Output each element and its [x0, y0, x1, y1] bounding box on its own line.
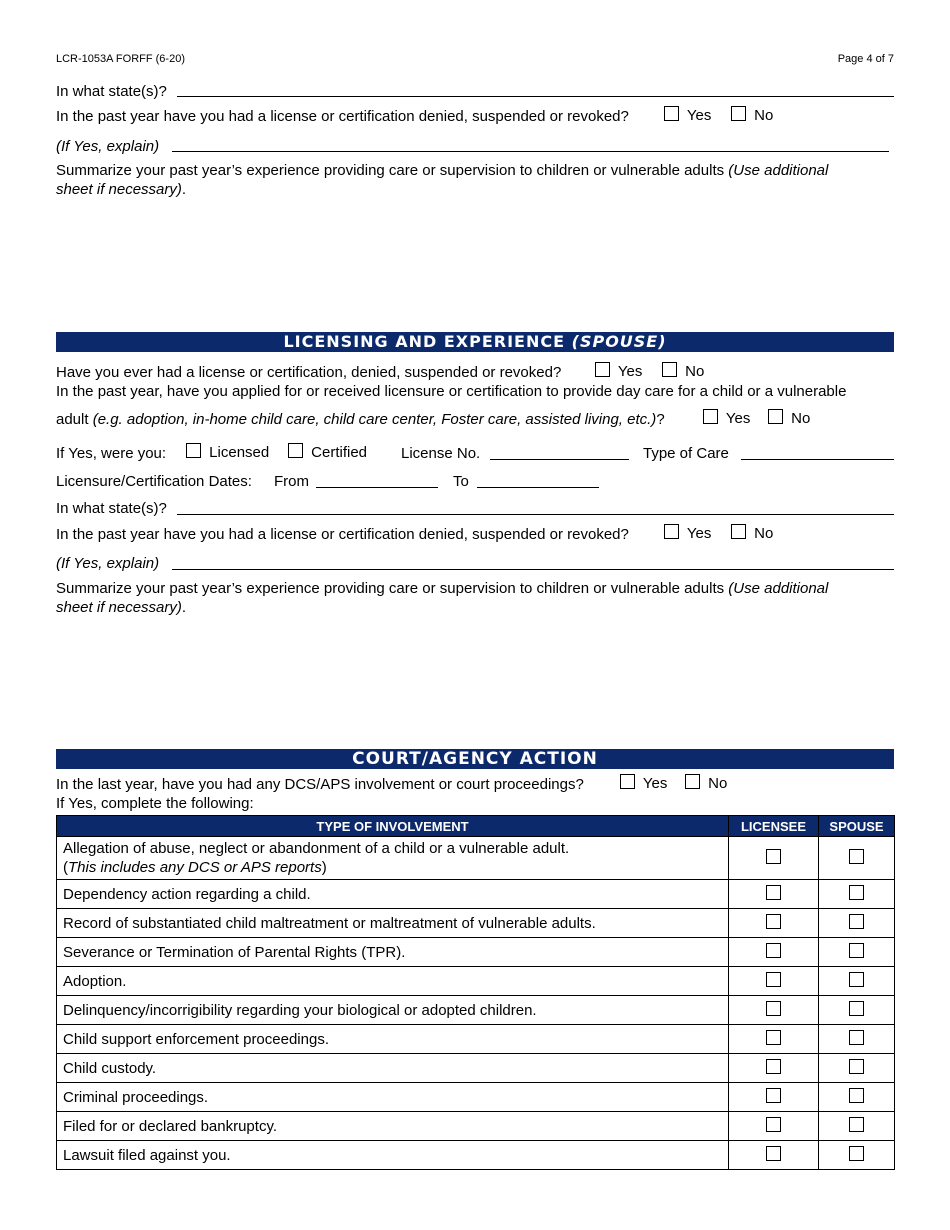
- table-header-row: [57, 816, 895, 837]
- licensee-cell: [729, 938, 819, 967]
- yes-label: Yes: [686, 107, 712, 124]
- yes-label: Yes: [725, 410, 751, 427]
- spouse-cell: [819, 1112, 895, 1141]
- no-label: No: [754, 107, 774, 124]
- spouse-cell: [819, 880, 895, 909]
- checkbox[interactable]: [703, 409, 718, 424]
- table-row: [57, 837, 895, 880]
- spouse-states-field[interactable]: [177, 514, 894, 515]
- licensee-checkbox[interactable]: [766, 885, 781, 900]
- involvement-type: Child support enforcement proceedings.: [57, 1025, 729, 1054]
- table-row: [57, 880, 895, 909]
- spouse-cell: [819, 996, 895, 1025]
- denied-yes-option[interactable]: [664, 106, 711, 124]
- spouse-banner: LICENSING AND EXPERIENCE (SPOUSE): [56, 332, 894, 352]
- spouse-checkbox[interactable]: [849, 1001, 864, 1016]
- table-row: [57, 996, 895, 1025]
- licensed-option[interactable]: [186, 443, 269, 461]
- checkbox[interactable]: [186, 443, 201, 458]
- licensee-cell: [729, 1054, 819, 1083]
- form-id: LCR-1053A FORFF (6-20): [56, 53, 185, 65]
- states-label: In what state(s)?: [56, 83, 167, 100]
- court-banner: COURT/AGENCY ACTION: [56, 749, 894, 769]
- licensee-cell: [729, 996, 819, 1025]
- type-of-care-field[interactable]: [741, 459, 894, 460]
- licensed-label: Licensed: [209, 444, 270, 461]
- licensee-cell: [729, 1112, 819, 1141]
- spouse-cell: [819, 1141, 895, 1170]
- license-no-field[interactable]: [490, 459, 629, 460]
- licensee-header: LICENSEE: [729, 816, 819, 837]
- spouse-checkbox[interactable]: [849, 943, 864, 958]
- table-row: [57, 1025, 895, 1054]
- spouse-checkbox[interactable]: [849, 885, 864, 900]
- checkbox[interactable]: [288, 443, 303, 458]
- involvement-type: Dependency action regarding a child.: [57, 880, 729, 909]
- spouse-checkbox[interactable]: [849, 1059, 864, 1074]
- checkbox[interactable]: [662, 362, 677, 377]
- licensee-checkbox[interactable]: [766, 1088, 781, 1103]
- certified-option[interactable]: [288, 443, 367, 461]
- checkbox[interactable]: [731, 106, 746, 121]
- from-date-field[interactable]: [316, 487, 438, 488]
- involvement-table: [56, 815, 895, 1170]
- involvement-type: Record of substantiated child maltreatment or maltreatment of vulnerable adults.: [57, 909, 729, 938]
- certified-label: Certified: [311, 444, 368, 461]
- licensee-checkbox[interactable]: [766, 1059, 781, 1074]
- table-row: [57, 1083, 895, 1112]
- involvement-type: Lawsuit filed against you.: [57, 1141, 729, 1170]
- states-field[interactable]: [177, 96, 894, 97]
- no-label: No: [754, 525, 774, 542]
- spouse-applied-no-option[interactable]: [768, 409, 810, 427]
- dates-label: Licensure/Certification Dates:: [56, 473, 252, 490]
- complete-following: If Yes, complete the following:: [56, 795, 254, 812]
- licensee-cell: [729, 1141, 819, 1170]
- license-no-label: License No.: [401, 445, 481, 462]
- checkbox[interactable]: [685, 774, 700, 789]
- licensee-checkbox[interactable]: [766, 943, 781, 958]
- involvement-type: Delinquency/incorrigibility regarding your biological or adopted children.: [57, 996, 729, 1025]
- summary-text: Summarize your past year’s experience providing care or supervision to children or vulnerable adults (Use additional sheet if necessary).: [56, 162, 829, 198]
- table-row: [57, 967, 895, 996]
- were-you-label: If Yes, were you:: [56, 445, 167, 462]
- licensee-cell: [729, 880, 819, 909]
- no-label: No: [791, 410, 811, 427]
- spouse-cell: [819, 1025, 895, 1054]
- licensee-cell: [729, 967, 819, 996]
- type-of-care-label: Type of Care: [643, 445, 729, 462]
- licensee-cell: [729, 909, 819, 938]
- yes-label: Yes: [642, 775, 668, 792]
- spouse-header: SPOUSE: [819, 816, 895, 837]
- explain-label: (If Yes, explain): [56, 138, 160, 155]
- involvement-type: Allegation of abuse, neglect or abandonment of a child or a vulnerable adult. (This includes any DCS or APS reports): [57, 837, 729, 880]
- no-label: No: [708, 775, 728, 792]
- spouse-explain-field[interactable]: [172, 569, 894, 570]
- spouse-explain-label: (If Yes, explain): [56, 555, 160, 572]
- dcs-question: In the last year, have you had any DCS/APS involvement or court proceedings?: [56, 776, 584, 793]
- spouse-checkbox[interactable]: [849, 914, 864, 929]
- denied-no-option[interactable]: [731, 106, 773, 124]
- page-number: Page 4 of 7: [837, 53, 894, 65]
- licensee-checkbox[interactable]: [766, 1117, 781, 1132]
- yes-label: Yes: [617, 363, 643, 380]
- to-label: To: [453, 473, 469, 490]
- spouse-cell: [819, 837, 895, 880]
- spouse-applied-question-line2: adult (e.g. adoption, in-home child care, child care center, Foster care, assisted living, etc.)?: [56, 411, 665, 428]
- dcs-no-option[interactable]: [685, 774, 727, 792]
- spouse-ever-question: Have you ever had a license or certification, denied, suspended or revoked?: [56, 364, 562, 381]
- no-label: No: [685, 363, 705, 380]
- spouse-denied-no-option[interactable]: [731, 524, 773, 542]
- to-date-field[interactable]: [477, 487, 599, 488]
- spouse-ever-yes-option[interactable]: [595, 362, 642, 380]
- explain-field[interactable]: [172, 151, 889, 152]
- involvement-type: Child custody.: [57, 1054, 729, 1083]
- table-row: [57, 1112, 895, 1141]
- table-row: [57, 1141, 895, 1170]
- licensee-cell: [729, 837, 819, 880]
- checkbox[interactable]: [595, 362, 610, 377]
- checkbox[interactable]: [768, 409, 783, 424]
- licensee-checkbox[interactable]: [766, 849, 781, 864]
- licensee-checkbox[interactable]: [766, 972, 781, 987]
- spouse-checkbox[interactable]: [849, 1088, 864, 1103]
- checkbox[interactable]: [620, 774, 635, 789]
- table-row: [57, 938, 895, 967]
- involvement-type: Criminal proceedings.: [57, 1083, 729, 1112]
- spouse-checkbox[interactable]: [849, 1030, 864, 1045]
- licensee-checkbox[interactable]: [766, 1030, 781, 1045]
- spouse-applied-question-line1: In the past year, have you applied for or received licensure or certification to provide day care for a child or a vulnerable: [56, 383, 847, 400]
- spouse-states-label: In what state(s)?: [56, 500, 167, 517]
- spouse-cell: [819, 909, 895, 938]
- spouse-ever-no-option[interactable]: [662, 362, 704, 380]
- checkbox[interactable]: [664, 106, 679, 121]
- spouse-cell: [819, 938, 895, 967]
- type-header: TYPE OF INVOLVEMENT: [57, 816, 729, 837]
- from-label: From: [274, 473, 309, 490]
- licensee-checkbox[interactable]: [766, 1146, 781, 1161]
- involvement-type: Severance or Termination of Parental Rights (TPR).: [57, 938, 729, 967]
- checkbox[interactable]: [731, 524, 746, 539]
- spouse-applied-yes-option[interactable]: [703, 409, 750, 427]
- licensee-checkbox[interactable]: [766, 1001, 781, 1016]
- spouse-denied-yes-option[interactable]: [664, 524, 711, 542]
- spouse-summary-text: Summarize your past year’s experience providing care or supervision to children or vulnerable adults (Use additional sheet if necessary).: [56, 580, 829, 616]
- spouse-checkbox[interactable]: [849, 849, 864, 864]
- checkbox[interactable]: [664, 524, 679, 539]
- spouse-checkbox[interactable]: [849, 972, 864, 987]
- licensee-cell: [729, 1025, 819, 1054]
- table-row: [57, 1054, 895, 1083]
- yes-label: Yes: [686, 525, 712, 542]
- spouse-cell: [819, 1054, 895, 1083]
- involvement-type: Filed for or declared bankruptcy.: [57, 1112, 729, 1141]
- spouse-checkbox[interactable]: [849, 1146, 864, 1161]
- spouse-checkbox[interactable]: [849, 1117, 864, 1132]
- spouse-denied-question: In the past year have you had a license or certification denied, suspended or revoked?: [56, 526, 629, 543]
- dcs-yes-option[interactable]: [620, 774, 667, 792]
- licensee-checkbox[interactable]: [766, 914, 781, 929]
- spouse-cell: [819, 967, 895, 996]
- denied-question: In the past year have you had a license or certification denied, suspended or revoked?: [56, 108, 629, 125]
- licensee-cell: [729, 1083, 819, 1112]
- table-row: [57, 909, 895, 938]
- spouse-cell: [819, 1083, 895, 1112]
- involvement-type: Adoption.: [57, 967, 729, 996]
